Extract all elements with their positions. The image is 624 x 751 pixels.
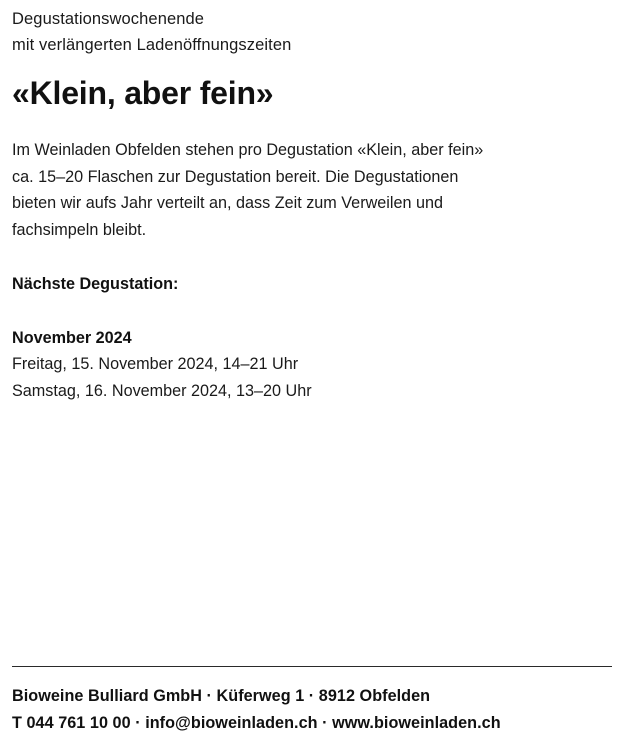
next-tasting-heading: Nächste Degustation: [12,275,179,293]
eyebrow-text [12,6,612,58]
footer [12,666,612,737]
footer-address: Bioweine Bulliard GmbH · Küferweg 1 · 8912 Obfelden [12,687,431,705]
page-title: «Klein, aber fein» [12,75,274,111]
intro-paragraph [12,137,612,243]
document-page [0,6,624,751]
footer-contact: T 044 761 10 00 · info@bioweinladen.ch · www.bioweinladen.ch [12,714,501,732]
intro-line-1: Im Weinladen Obfelden stehen pro Degustation «Klein, aber fein» [12,141,484,159]
intro-line-2: ca. 15–20 Flaschen zur Degustation bereit. Die Degustationen [12,167,459,186]
footer-divider [12,666,612,667]
intro-line-4: fachsimpeln bleibt. [12,220,147,239]
intro-line-3: bieten wir aufs Jahr verteilt an, dass Zeit zum Verweilen und [12,194,443,212]
event-month: November 2024 [12,329,132,347]
event-date-2: Samstag, 16. November 2024, 13–20 Uhr [12,381,312,400]
event-block [12,325,612,404]
event-date-1: Freitag, 15. November 2024, 14–21 Uhr [12,355,299,373]
eyebrow-line-1: Degustationswochenende [12,10,205,28]
eyebrow-line-2: mit verlängerten Ladenöffnungszeiten [12,36,292,54]
